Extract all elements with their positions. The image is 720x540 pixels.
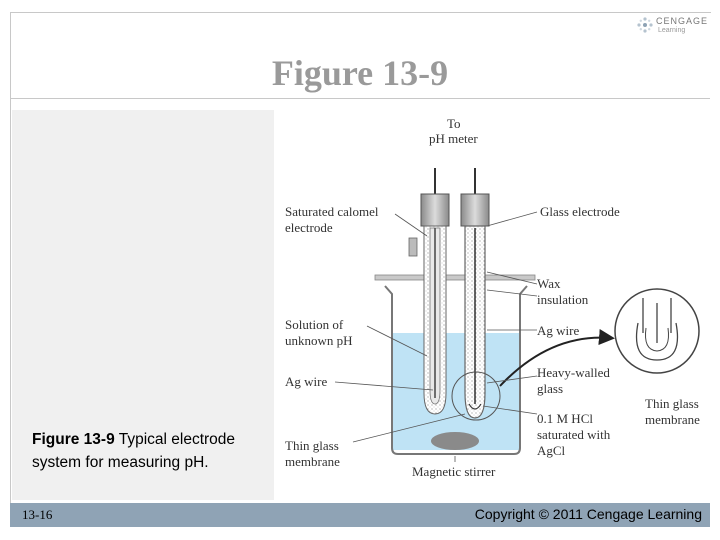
page-number: 13-16 — [22, 507, 53, 522]
label-stirrer: Magnetic stirrer — [412, 464, 496, 479]
label-ag-wire-left: Ag wire — [285, 374, 328, 389]
cengage-logo-icon — [636, 16, 654, 34]
title-divider — [10, 98, 710, 99]
label-ag-wire-right: Ag wire — [537, 323, 580, 338]
copyright-text: Copyright © 2011 Cengage Learning — [474, 506, 702, 522]
caption-text: Typical electrode system for measuring pH. — [32, 431, 236, 471]
label-solution-2: unknown pH — [285, 333, 353, 348]
label-hcl-1: 0.1 M HCl — [537, 411, 593, 426]
label-heavy-glass-2: glass — [537, 381, 563, 396]
stirrer-bar — [431, 432, 479, 450]
label-to-meter-2: pH meter — [429, 131, 478, 146]
label-heavy-glass-1: Heavy-walled — [537, 365, 610, 380]
label-thin-right-1: Thin glass — [645, 396, 699, 411]
label-wax-2: insulation — [537, 292, 589, 307]
logo-sub: Learning — [658, 27, 686, 34]
label-calomel-1: Saturated calomel — [285, 204, 379, 219]
caption-figure-label: Figure 13-9 — [32, 431, 115, 448]
label-hcl-3: AgCl — [537, 443, 566, 458]
label-thin-left-1: Thin glass — [285, 438, 339, 453]
label-calomel-2: electrode — [285, 220, 333, 235]
label-to-meter-1: To — [447, 116, 461, 131]
cengage-logo — [636, 14, 709, 36]
label-thin-left-2: membrane — [285, 454, 340, 469]
electrode-diagram — [275, 108, 715, 500]
footer-bar — [10, 503, 710, 527]
label-thin-right-2: membrane — [645, 412, 700, 427]
label-solution-1: Solution of — [285, 317, 344, 332]
label-wax-1: Wax — [537, 276, 561, 291]
beaker — [375, 275, 535, 454]
slide-title: Figure 13-9 — [271, 53, 449, 93]
logo-name: CENGAGE — [656, 16, 709, 26]
label-hcl-2: saturated with — [537, 427, 611, 442]
figure-caption — [32, 428, 272, 474]
label-glass-electrode: Glass electrode — [540, 204, 620, 219]
